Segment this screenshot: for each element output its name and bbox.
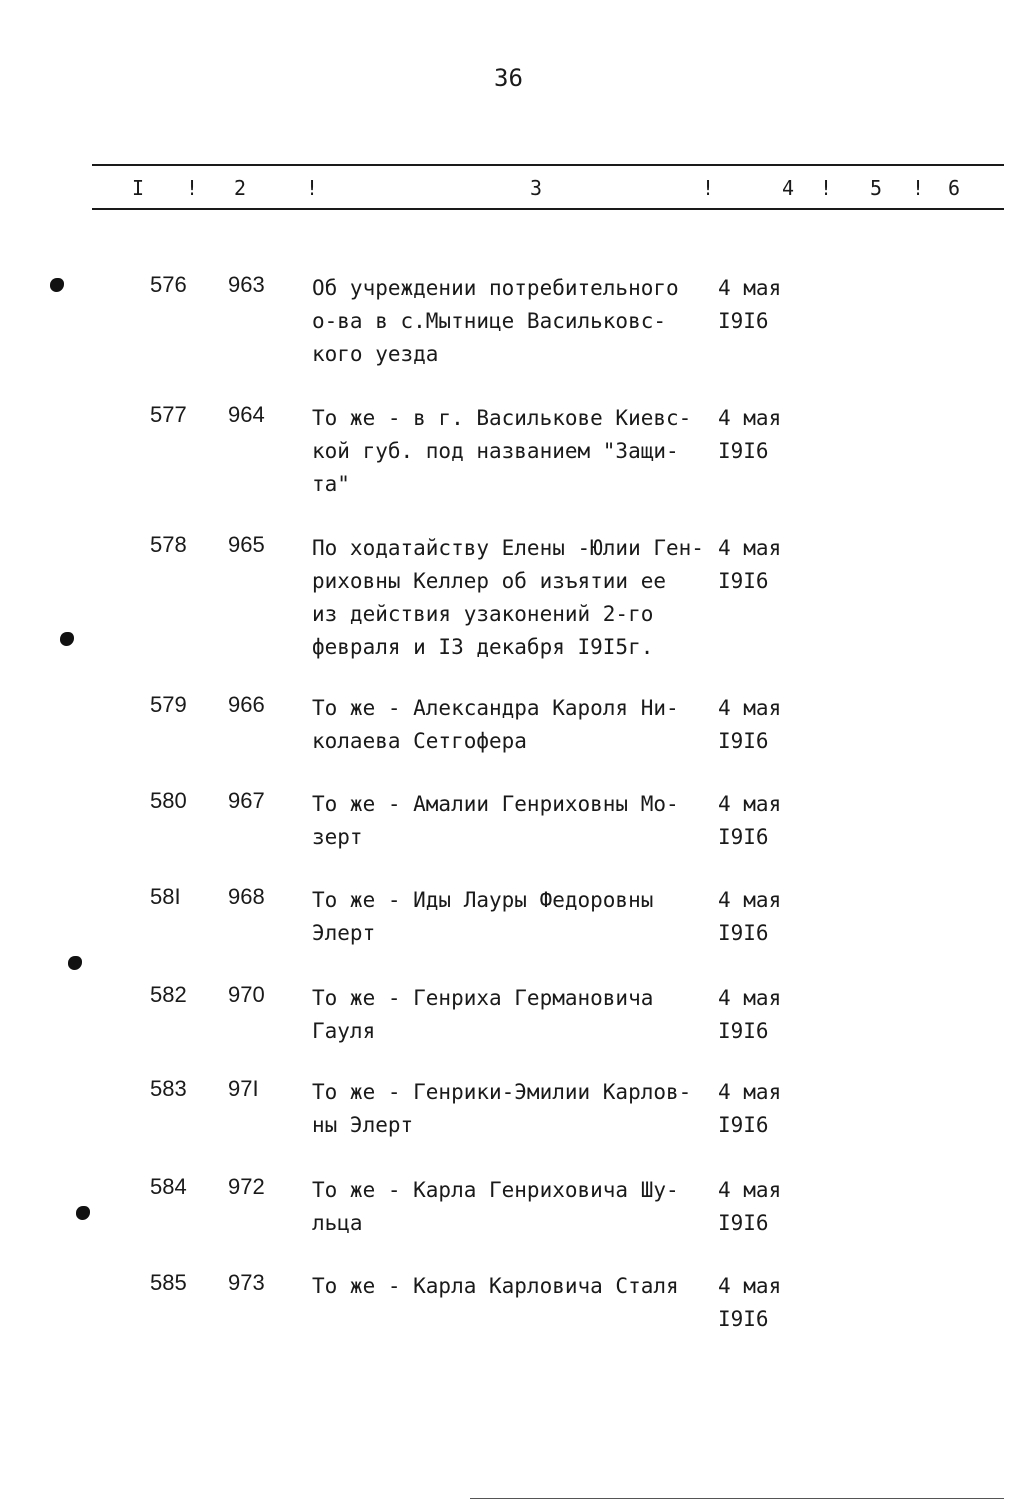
header-separator: ! (306, 176, 319, 200)
file-date-line: 4 мая (718, 406, 782, 430)
file-title-line: о-ва в с.Мытнице Васильковс- (312, 309, 667, 333)
file-number: 967 (228, 788, 265, 813)
file-date-line: I9I6 (718, 729, 769, 753)
file-title (312, 982, 716, 1048)
file-date-line: I9I6 (718, 1307, 769, 1331)
file-date-line: 4 мая (718, 536, 782, 560)
header-col-2: 2 (234, 176, 247, 200)
file-date (718, 982, 781, 1048)
header-separator: ! (820, 176, 833, 200)
file-date (718, 1174, 781, 1240)
file-date-line: I9I6 (718, 1019, 769, 1043)
entry-number: 584 (150, 1174, 187, 1199)
header-col-4: 4 (782, 176, 795, 200)
file-date (718, 1076, 781, 1142)
entry-number: 577 (150, 402, 187, 427)
header-separator: ! (186, 176, 199, 200)
entry-number: 583 (150, 1076, 187, 1101)
file-title-line: Об учреждении потребительного (312, 276, 679, 300)
file-title (312, 402, 716, 501)
file-title-line: По ходатайству Елены -Юлии Ген- (312, 536, 704, 560)
file-date (718, 1270, 781, 1336)
file-title (312, 692, 716, 758)
header-col-6: 6 (948, 176, 961, 200)
file-title-line: та" (312, 472, 350, 496)
file-date-line: 4 мая (718, 696, 782, 720)
file-title-line: То же - Генрики-Эмилии Карлов- (312, 1080, 692, 1104)
table-header-rule (92, 208, 1004, 210)
file-date-line: I9I6 (718, 1113, 769, 1137)
ink-blot (50, 278, 64, 292)
entry-number: 580 (150, 788, 187, 813)
file-title (312, 532, 716, 664)
header-col-1: I (132, 176, 145, 200)
file-title-line: кого уезда (312, 342, 439, 366)
file-title-line: То же - Карла Карловича Сталя (312, 1274, 679, 1298)
entry-number: 579 (150, 692, 187, 717)
entry-number: 578 (150, 532, 187, 557)
file-number: 970 (228, 982, 265, 1007)
file-number: 963 (228, 272, 265, 297)
file-date-line: 4 мая (718, 1080, 782, 1104)
file-title (312, 884, 716, 950)
file-date (718, 532, 781, 598)
file-title-line: То же - в г. Василькове Киевс- (312, 406, 692, 430)
file-title-line: То же - Амалии Генриховны Мо- (312, 792, 679, 816)
file-number: 968 (228, 884, 265, 909)
file-number: 964 (228, 402, 265, 427)
file-title-line: льца (312, 1211, 363, 1235)
entry-number: 582 (150, 982, 187, 1007)
file-title-line: То же - Александра Кароля Ни- (312, 696, 679, 720)
file-title-line: То же - Генриха Германовича (312, 986, 654, 1010)
file-date-line: 4 мая (718, 986, 782, 1010)
bottom-rule (470, 1498, 1004, 1499)
file-title-line: риховны Келлер об изъятии ее (312, 569, 667, 593)
file-title (312, 788, 716, 854)
file-date-line: I9I6 (718, 1211, 769, 1235)
file-title-line: Гауля (312, 1019, 376, 1043)
file-date (718, 402, 781, 468)
header-separator: ! (702, 176, 715, 200)
file-title-line: То же - Карла Генриховича Шу- (312, 1178, 679, 1202)
file-date (718, 884, 781, 950)
header-col-5: 5 (870, 176, 883, 200)
file-title (312, 1076, 716, 1142)
ink-blot (60, 632, 74, 646)
file-title-line: из действия узаконений 2-го (312, 602, 654, 626)
file-date-line: I9I6 (718, 825, 769, 849)
page-number: 36 (494, 64, 523, 92)
file-date (718, 272, 781, 338)
file-number: 966 (228, 692, 265, 717)
file-title-line: февраля и I3 декабря I9I5г. (312, 635, 654, 659)
file-date-line: 4 мая (718, 1274, 782, 1298)
file-date-line: 4 мая (718, 888, 782, 912)
file-number: 973 (228, 1270, 265, 1295)
file-title-line: ны Элерт (312, 1113, 414, 1137)
file-title (312, 1270, 716, 1303)
file-number: 965 (228, 532, 265, 557)
ink-blot (76, 1206, 90, 1220)
ink-blot (68, 956, 82, 970)
table-top-rule (92, 164, 1004, 166)
header-col-3: 3 (530, 176, 543, 200)
file-title-line: кой губ. под названием "Защи- (312, 439, 679, 463)
header-separator: ! (912, 176, 925, 200)
file-title-line: Элерт (312, 921, 376, 945)
file-date-line: I9I6 (718, 569, 769, 593)
file-date-line: 4 мая (718, 1178, 782, 1202)
file-date-line: I9I6 (718, 439, 769, 463)
file-number: 97I (228, 1076, 259, 1101)
entry-number: 58I (150, 884, 181, 909)
file-date-line: I9I6 (718, 309, 769, 333)
file-title (312, 272, 716, 371)
entry-number: 585 (150, 1270, 187, 1295)
file-date-line: I9I6 (718, 921, 769, 945)
file-title-line: То же - Иды Лауры Федоровны (312, 888, 654, 912)
file-date-line: 4 мая (718, 792, 782, 816)
file-title-line: колаева Сетгофера (312, 729, 527, 753)
file-date (718, 788, 781, 854)
file-date (718, 692, 781, 758)
file-title (312, 1174, 716, 1240)
file-date-line: 4 мая (718, 276, 782, 300)
file-title-line: зерт (312, 825, 363, 849)
file-number: 972 (228, 1174, 265, 1199)
entry-number: 576 (150, 272, 187, 297)
